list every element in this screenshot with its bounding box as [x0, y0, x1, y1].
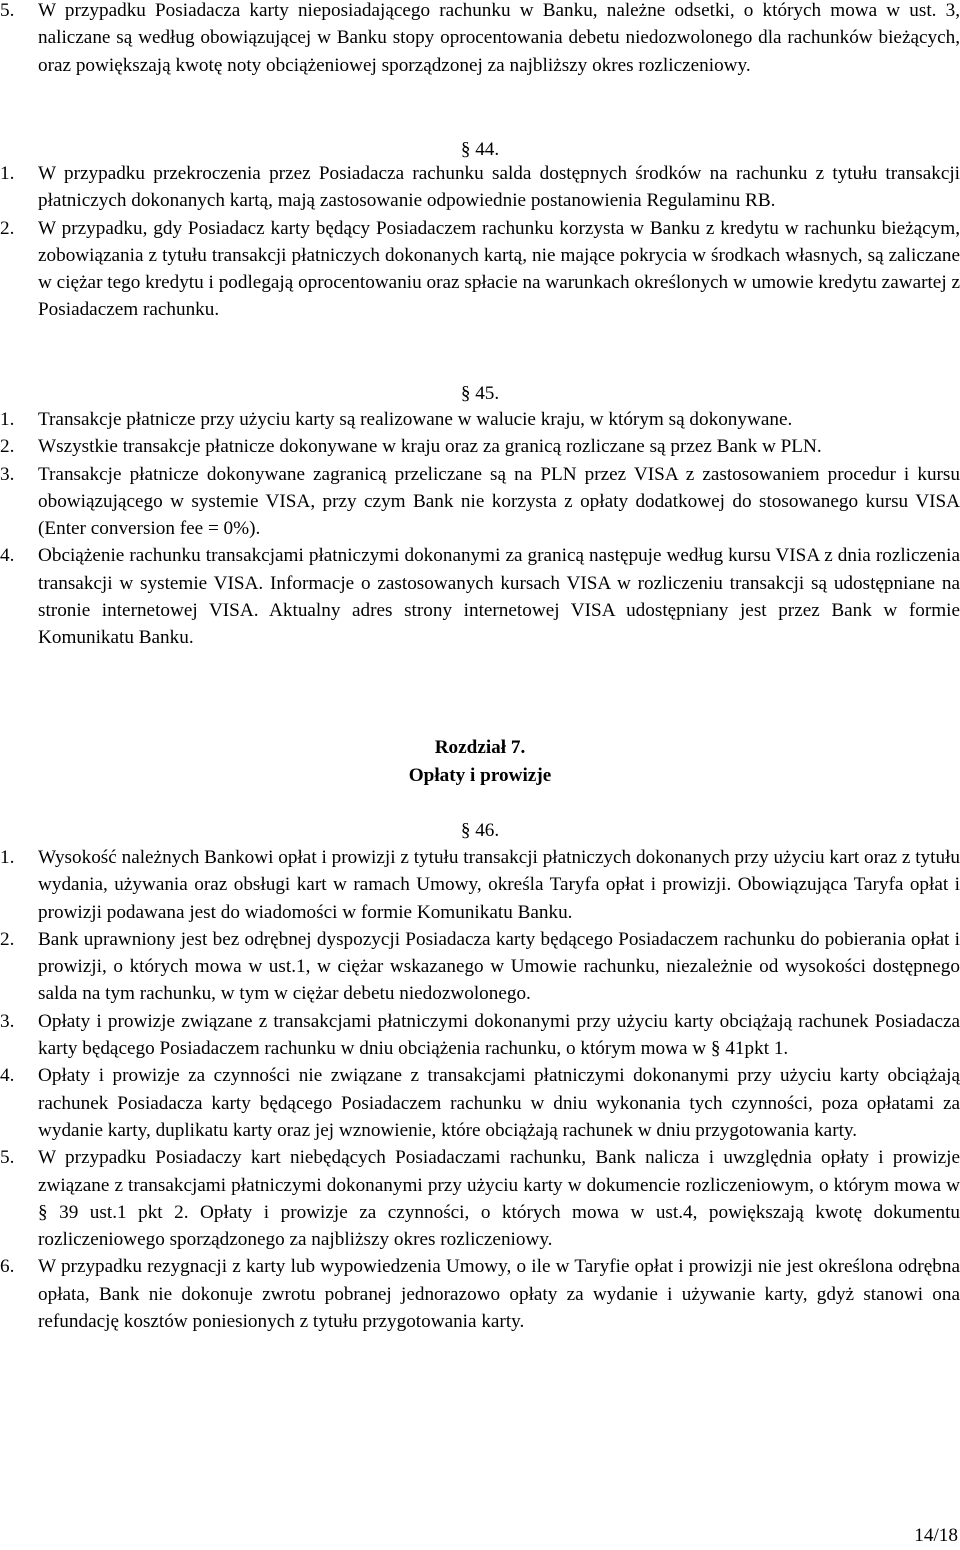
list-item — [0, 215, 960, 324]
list-item — [0, 461, 960, 543]
item-number: 5. — [0, 1147, 15, 1169]
item-number: 3. — [0, 463, 15, 485]
item-text: W przypadku Posiadaczy kart niebędących Posiadaczami rachunku, Bank nalicza i uwzględnia opłaty i prowizje związane z transakcjami płatniczymi dokonanymi przy użyciu karty w dokumencie rozliczeniowym, o którym mowa w § 39 ust.1 pkt 2. Opłaty i prowizje za czynności, o których mowa w ust.4, powiększają kwotę dokumentu rozliczeniowego sporządzonego za najbliższy okres rozliczeniowy. — [38, 1147, 960, 1251]
item-number: 1. — [0, 409, 15, 430]
item-number: 2. — [0, 928, 15, 950]
section-heading-46: § 46. — [460, 820, 500, 841]
section-44-list — [0, 160, 960, 324]
item-text: Wszystkie transakcje płatnicze dokonywane w kraju oraz za granicą rozliczane są przez Bank w PLN. — [38, 436, 822, 458]
item-text: Opłaty i prowizje związane z transakcjami płatniczymi dokonanymi przy użyciu karty obciążają rachunek Posiadacza karty będącego Posiadaczem rachunku w dniu obciążenia rachunku, o którym mowa w § 41pkt 1. — [38, 1010, 960, 1060]
item-text: W przypadku Posiadacza karty nieposiadającego rachunku w Banku, należne odsetki, o których mowa w ust. 3, naliczane są według obowiązującej w Banku stopy oprocentowania debetu niedozwolonego dla rachunków bieżących, oraz powiększają kwotę noty obciążeniowej sporządzonej za najbliższy okres rozliczeniowy. — [38, 0, 960, 76]
item-number: 4. — [0, 545, 15, 567]
section-heading-45: § 45. — [460, 383, 500, 404]
list-item — [0, 844, 960, 926]
item-text: W przypadku rezygnacji z karty lub wypowiedzenia Umowy, o ile w Taryfie opłat i prowizji nie jest określona odrębna opłata, Bank nie dokonuje zwrotu pobranej jednorazowo opłaty za wydanie i używanie karty, gdyż stanowi ona refundację kosztów poniesionych z tytułu przygotowania karty. — [38, 1256, 960, 1333]
list-item — [0, 542, 960, 651]
item-number: 1. — [0, 163, 15, 184]
list-item — [0, 1144, 960, 1253]
page-number: 14/18 — [914, 1525, 958, 1546]
item-number: 2. — [0, 436, 15, 458]
list-item — [0, 433, 960, 460]
item-text: Transakcje płatnicze przy użyciu karty są realizowane w walucie kraju, w którym są dokonywane. — [38, 409, 793, 430]
chapter-number: Rozdział 7. — [434, 737, 526, 758]
list-item — [0, 926, 960, 1008]
item-number: 3. — [0, 1010, 15, 1032]
item-text: Opłaty i prowizje za czynności nie związane z transakcjami płatniczymi dokonanymi przy użyciu karty obciążają rachunek Posiadacza karty będącego Posiadaczem rachunku w dniu wykonania tych czynności, poza opłatami za wydanie karty, duplikatu karty oraz jej wznowienie, które obciążają rachunek w dniu przygotowania karty. — [38, 1065, 960, 1141]
item-number: 5. — [0, 0, 15, 21]
item-number: 2. — [0, 217, 15, 239]
item-number: 6. — [0, 1256, 15, 1278]
item-text: Transakcje płatnicze dokonywane zagranicą przeliczane są na PLN przez VISA z zastosowaniem procedur i kursu obowiązującego w systemie VISA, przy czym Bank nie korzysta z opłaty dodatkowej do stosowanego kursu VISA (Enter conversion fee = 0%). — [38, 463, 960, 540]
list-item — [0, 406, 960, 433]
item-text: Wysokość należnych Bankowi opłat i prowizji z tytułu transakcji płatniczych dokonanych przy użyciu kart oraz z tytułu wydania, używania oraz obsługi kart w ramach Umowy, określa Taryfa opłat i prowizji. Obowiązująca Taryfa opłat i prowizji podawana jest do wiadomości w formie Komunikatu Banku. — [38, 847, 960, 923]
section-45-list — [0, 406, 960, 652]
list-item — [0, 1008, 960, 1063]
list-item — [0, 0, 960, 79]
list-item — [0, 160, 960, 215]
chapter-title: Opłaty i prowizje — [408, 765, 552, 786]
item-text: Bank uprawniony jest bez odrębnej dyspozycji Posiadacza karty będącego Posiadaczem rachunku do pobierania opłat i prowizji, o których mowa w ust.1, w ciężar wskazanego w Umowie rachunku, niezależnie od wysokości dostępnego salda na tym rachunku, w tym w ciężar debetu niedozwolonego. — [38, 928, 960, 1005]
list-item — [0, 1062, 960, 1144]
item-number: 1. — [0, 847, 15, 868]
section-heading-44: § 44. — [460, 139, 500, 160]
item-number: 4. — [0, 1065, 15, 1087]
item-text: Obciążenie rachunku transakcjami płatniczymi dokonanymi za granicą następuje według kursu VISA z dnia rozliczenia transakcji w systemie VISA. Informacje o zastosowanych kursach VISA w rozliczeniu transakcji są udostępniane na stronie internetowej VISA. Aktualny adres strony internetowej VISA udostępniany jest przez Bank w formie Komunikatu Banku. — [38, 545, 960, 649]
section-46-list — [0, 844, 960, 1335]
paragraph-43-continuation — [0, 0, 960, 79]
item-text: W przypadku, gdy Posiadacz karty będący Posiadaczem rachunku korzysta w Banku z kredytu w rachunku bieżącym, zobowiązania z tytułu transakcji płatniczych dokonanych kartą, nie mające pokrycia w środkach własnych, są zaliczane w ciężar tego kredytu i podlegają oprocentowaniu oraz spłacie na warunkach określonych w umowie kredytu zawartej z Posiadaczem rachunku. — [38, 217, 960, 321]
list-item — [0, 1253, 960, 1335]
item-text: W przypadku przekroczenia przez Posiadacza rachunku salda dostępnych środków na rachunku z tytułu transakcji płatniczych dokonanych kartą, mają zastosowanie odpowiednie postanowienia Regulaminu RB. — [38, 163, 960, 212]
